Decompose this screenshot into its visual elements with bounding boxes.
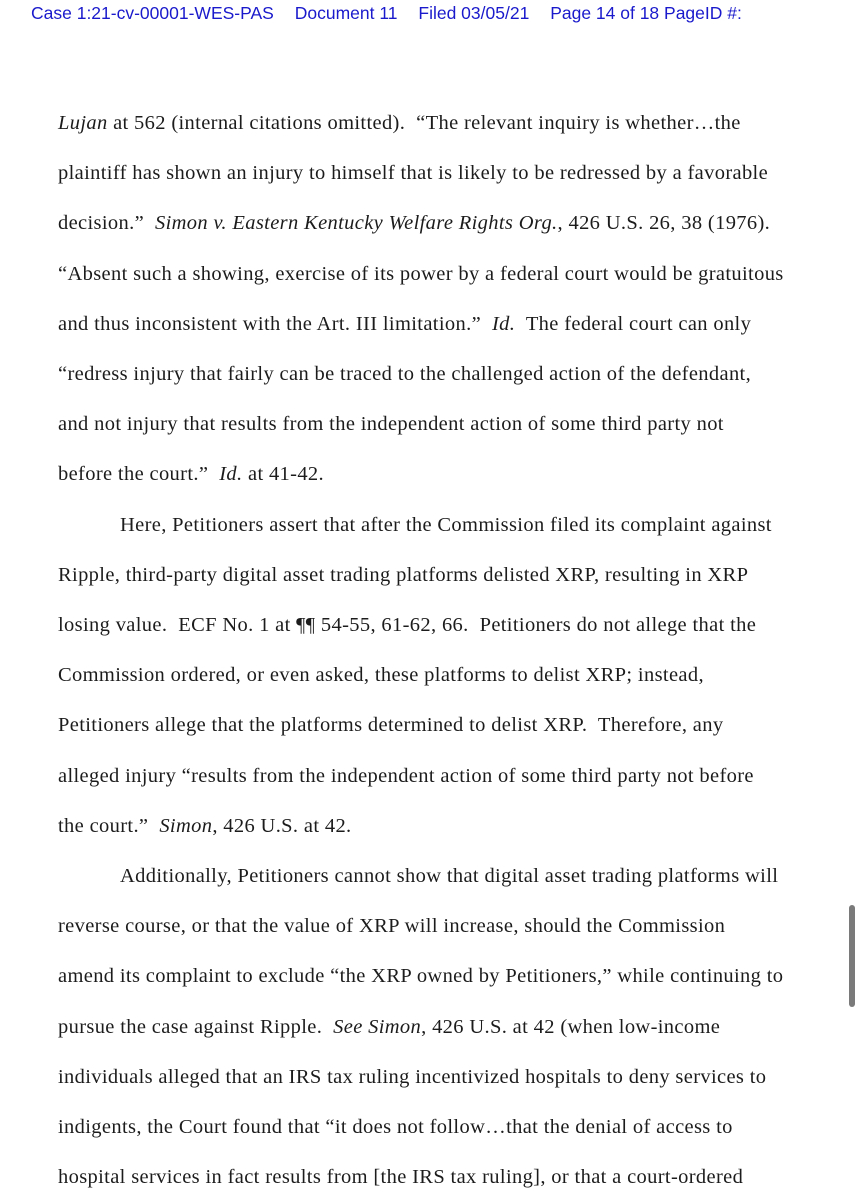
text-line — [58, 211, 770, 235]
citation-italic: See Simon — [333, 1015, 422, 1038]
text-line — [58, 1115, 733, 1139]
text-line — [58, 111, 741, 135]
text-line — [120, 864, 778, 888]
text-segment: Additionally, Petitioners cannot show that digital asset trading platforms will — [120, 865, 779, 887]
text-line — [58, 613, 756, 637]
page-info: Page 14 of 18 PageID #: — [550, 3, 742, 23]
text-segment: plaintiff has shown an injury to himself that is likely to be redressed by a favorable — [58, 162, 769, 185]
text-segment: “Absent such a showing, exercise of its power by a federal court would be gratuitous — [58, 262, 784, 285]
filed-date: Filed 03/05/21 — [418, 3, 530, 23]
text-line — [58, 312, 751, 336]
text-line — [58, 262, 784, 286]
text-line — [58, 1165, 743, 1189]
text-line — [58, 161, 768, 185]
text-segment: Commission ordered, or even asked, these platforms to delist XRP; instead, — [58, 664, 704, 687]
text-segment: losing value. ECF No. 1 at ¶¶ 54-55, 61-62, 66. Petitioners do not allege that the — [58, 614, 757, 636]
text-segment: individuals alleged that an IRS tax ruling incentivized hospitals to deny services to — [58, 1065, 767, 1088]
text-line — [58, 964, 783, 988]
text-segment: before the court.” — [58, 463, 220, 486]
text-segment: the court.” — [58, 814, 160, 837]
text-segment: , 426 U.S. at 42. — [212, 814, 352, 837]
citation-italic: Id. — [491, 312, 516, 335]
text-line — [58, 663, 704, 687]
citation-italic: Simon — [159, 814, 213, 837]
text-segment: indigents, the Court found that “it does not follow…that the denial of access to — [58, 1116, 733, 1138]
text-segment: hospital services in fact results from [the IRS tax ruling], or that a court-ordered — [58, 1166, 744, 1189]
text-line — [58, 1015, 720, 1039]
case-number: Case 1:21-cv-00001-WES-PAS — [31, 3, 274, 23]
text-segment: Petitioners allege that the platforms determined to delist XRP. Therefore, any — [58, 714, 724, 737]
text-line — [58, 814, 352, 838]
text-segment: reverse course, or that the value of XRP will increase, should the Commission — [58, 915, 726, 938]
text-line — [120, 513, 772, 537]
text-segment: Ripple, third-party digital asset trading platforms delisted XRP, resulting in XRP — [58, 563, 749, 586]
citation-italic: Simon v. Eastern Kentucky Welfare Rights Org. — [155, 212, 558, 235]
text-line — [58, 362, 751, 386]
text-segment: The federal court can only — [515, 312, 752, 335]
text-segment: Here, Petitioners assert that after the Commission filed its complaint against — [120, 513, 772, 536]
text-line — [58, 914, 725, 938]
text-line — [58, 412, 724, 436]
document-number: Document 11 — [294, 3, 398, 23]
text-segment: pursue the case against Ripple. — [58, 1015, 334, 1038]
text-line — [58, 764, 754, 788]
text-segment: at 562 (internal citations omitted). “The relevant inquiry is whether…the — [107, 112, 741, 134]
text-line — [58, 713, 723, 737]
text-segment: and not injury that results from the independent action of some third party not — [58, 413, 724, 436]
text-segment: at 41-42. — [242, 463, 325, 486]
citation-italic: Id. — [219, 463, 243, 486]
text-segment: , 426 U.S. at 42 (when low-income — [421, 1015, 721, 1038]
citation-italic: Lujan — [58, 112, 108, 134]
scrollbar[interactable] — [849, 905, 855, 1007]
text-line — [58, 1065, 766, 1089]
text-segment: , 426 U.S. 26, 38 (1976). — [557, 212, 771, 235]
text-segment: “redress injury that fairly can be traced to the challenged action of the defendant, — [58, 363, 752, 385]
text-segment: amend its complaint to exclude “the XRP owned by Petitioners,” while continuing to — [58, 965, 784, 988]
text-line — [58, 563, 748, 587]
text-line — [58, 462, 324, 486]
text-segment: decision.” — [58, 212, 155, 235]
text-segment: alleged injury “results from the independent action of some third party not before — [58, 764, 754, 787]
text-segment: and thus inconsistent with the Art. III limitation.” — [58, 312, 492, 335]
